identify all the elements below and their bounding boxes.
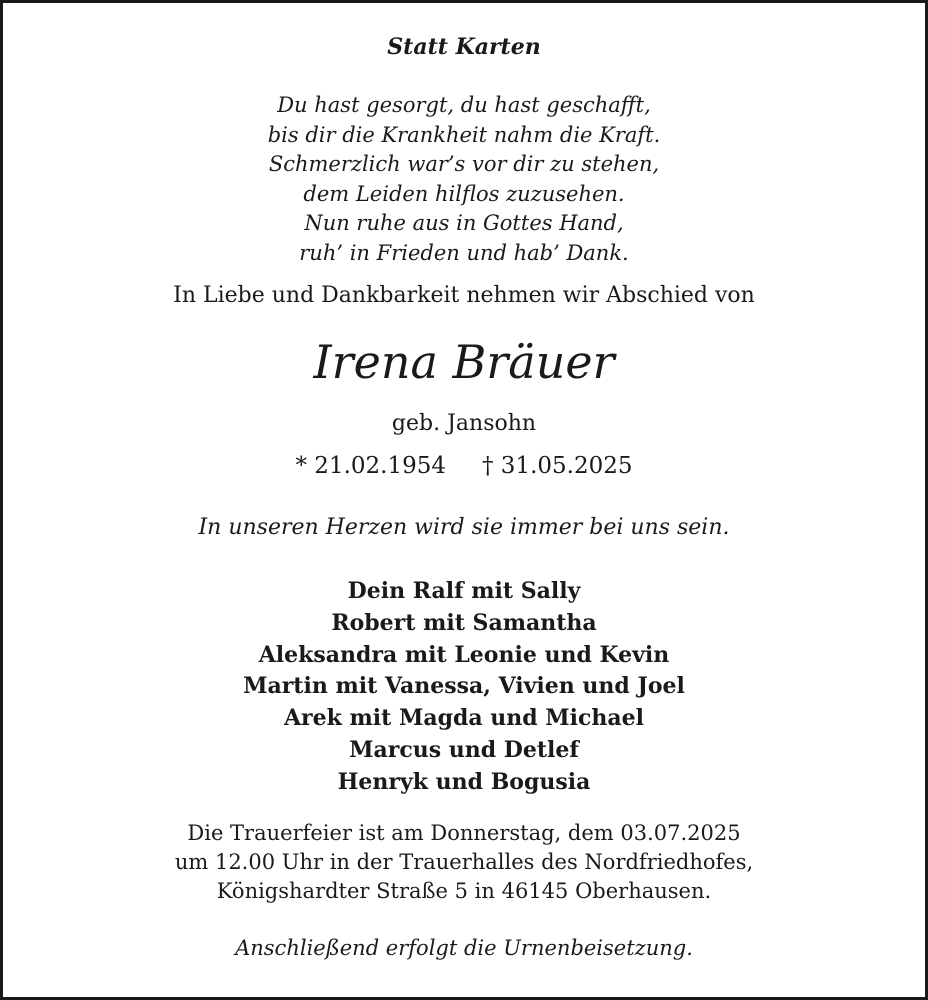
family-member: Henryk und Bogusia bbox=[337, 768, 591, 795]
farewell-intro: In Liebe und Dankbarkeit nehmen wir Abschied von bbox=[173, 283, 755, 308]
service-line: Königshardter Straße 5 in 46145 Oberhausen. bbox=[216, 879, 712, 903]
poem-line: Schmerzlich war’s vor dir zu stehen, bbox=[268, 152, 660, 176]
family-member: Martin mit Vanessa, Vivien und Joel bbox=[243, 673, 685, 700]
service-line: Die Trauerfeier ist am Donnerstag, dem 03.07.2025 bbox=[187, 821, 741, 845]
family-member: Marcus und Detlef bbox=[349, 736, 579, 763]
life-dates bbox=[3, 451, 925, 481]
poem-line: dem Leiden hilflos zuzusehen. bbox=[303, 181, 625, 206]
family-member: Aleksandra mit Leonie und Kevin bbox=[258, 641, 670, 668]
poem-line: bis dir die Krankheit nahm die Kraft. bbox=[267, 122, 661, 147]
family-member: Robert mit Samantha bbox=[331, 609, 597, 636]
closing-line: In unseren Herzen wird sie immer bei uns sein. bbox=[198, 515, 730, 540]
poem-line: ruh’ in Frieden und hab’ Dank. bbox=[299, 240, 629, 265]
family-list bbox=[3, 576, 925, 799]
birth-date: * 21.02.1954 bbox=[295, 453, 446, 479]
maiden-name: geb. Jansohn bbox=[391, 411, 537, 436]
service-line: um 12.00 Uhr in der Trauerhalles des Nordfriedhofes, bbox=[174, 850, 754, 874]
poem-line: Du hast gesorgt, du hast geschafft, bbox=[277, 93, 651, 117]
family-member: Dein Ralf mit Sally bbox=[347, 578, 581, 604]
notice-heading: Statt Karten bbox=[387, 34, 541, 60]
poem bbox=[3, 91, 925, 268]
family-member: Arek mit Magda und Michael bbox=[283, 705, 645, 732]
poem-line: Nun ruhe aus in Gottes Hand, bbox=[304, 211, 624, 235]
deceased-name: Irena Bräuer bbox=[313, 335, 615, 389]
service-details bbox=[3, 819, 925, 906]
burial-note: Anschließend erfolgt die Urnenbeisetzung. bbox=[235, 936, 693, 960]
death-date: † 31.05.2025 bbox=[482, 453, 633, 479]
